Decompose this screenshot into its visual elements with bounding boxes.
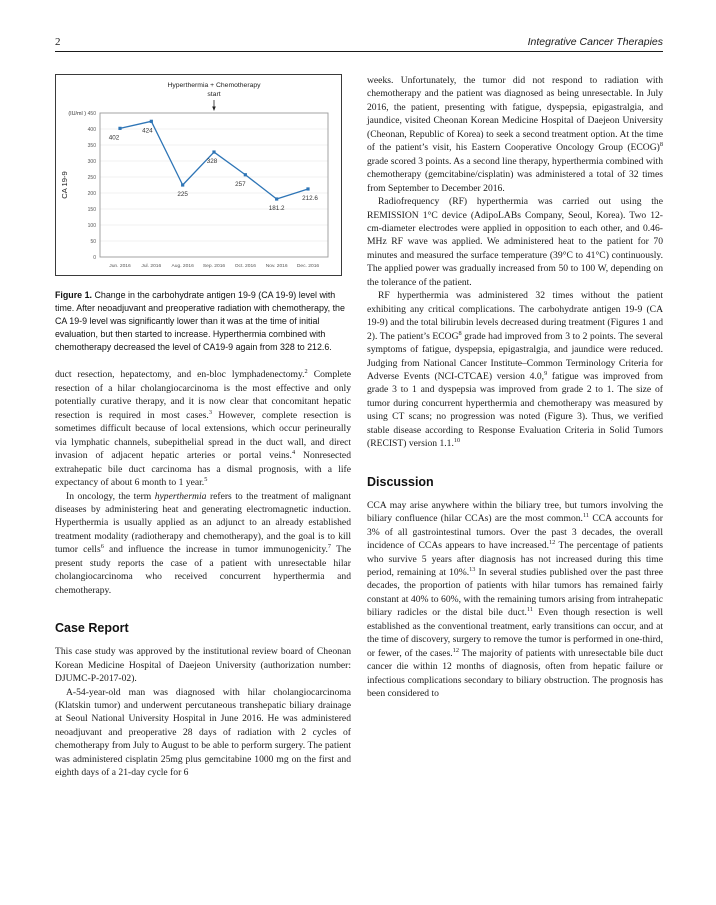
figure-1 (55, 74, 351, 354)
section-heading: Discussion (367, 474, 434, 489)
svg-text:CA 19-9: CA 19-9 (60, 171, 69, 199)
svg-text:424: 424 (142, 127, 153, 135)
svg-text:257: 257 (235, 180, 246, 188)
chart-canvas (56, 75, 341, 275)
paragraph: A-54-year-old man was diagnosed with hilar cholangiocarcinoma (Klatskin tumor) and underwent percutaneous transhepatic biliary drainage at Seoul National University Hospital in June 2016. He was administered neoadjuvant and preoperative 28 days of radiation with 2 cycles of chemotherapy from July to August to be able to perform surgery. The patient was administered cisplatin 25mg plus gemcitabine 1000 mg on the first and eighth days of a 21-day cycle for 6 (55, 686, 351, 779)
paragraph: In oncology, the term hyperthermia refers to the treatment of malignant diseases by administering heat and generating electromagnetic induction. Hyperthermia is usually applied as an adjunct to an already established treatment modality (radiotherapy and chemotherapy), and the goal is to kill tumor cells$^6$ and influence the increase in tumor immunogenicity.$^7$ The present study reports the case of a patient with unresectable hilar cholangiocarcinoma who received concurrent hyperthermia and chemotherapy. (55, 490, 351, 596)
svg-text:200: 200 (87, 190, 96, 197)
svg-text:300: 300 (87, 158, 96, 165)
svg-text:Dec. 2016: Dec. 2016 (296, 264, 320, 269)
svg-text:328: 328 (206, 158, 218, 166)
svg-text:100: 100 (87, 222, 96, 229)
paragraph: RF hyperthermia was administered 32 times without the patient exhibiting any critical complications. The carbohydrate antigen 19-9 (CA 19-9) and the total bilirubin levels decreased during treatment (Figures 1 and 2). The patient’s ECOG$^8$ grade had improved from 3 to 2 points. The several symptoms of fatigue, dyspepsia, epigastralgia, and jaundice were reduced. Judging from National Cancer Institute–Common Terminology Criteria for Adverse Events (NCI-CTCAE) version 4.0,$^9$ fatigue was improved from grade 3 to 1 and dyspepsia was improved from grade 2 to 1. The size of tumor during concurrent hyperthermia and chemotherapy was measured by using CT scans; no progression was noted (Figure 3). Thus, we verified stable disease according to Response Evaluation Criteria in Solid Tumors (RECIST) version 1.1.10 (367, 290, 663, 450)
page-number: 2 (55, 36, 61, 48)
svg-text:181.2: 181.2 (268, 205, 285, 213)
svg-text:Nov. 2016: Nov. 2016 (265, 264, 288, 269)
ca19-9-line-chart (55, 74, 342, 276)
svg-text:start: start (207, 91, 221, 98)
paragraph: This case study was approved by the institutional review board of Cheonan Korean Medicine Hospital of Daejeon University (authorization number: DJUMC-P-2017-02). (55, 646, 351, 685)
left-column-text (55, 368, 351, 779)
paragraph: duct resection, hepatectomy, and en-bloc lymphadenectomy.$^2$ Complete resection of a hilar cholangiocarcinoma is the most effective and only potentially curative therapy, and it is now clear that concomitant hepatic resection is required in most cases.$^3$ However, complete resection is sometimes difficult because of local extensions, which occur perineurally via lymphatic channels, subepithelial spread in the duct wall, and direct invasion of adjacent hepatic arteries or portal veins.$^4$ Nonresected extrahepatic bile duct carcinoma has a dismal prognosis, with a life expectancy of about 6 month to 1 year.$^5$ (55, 368, 351, 489)
two-column-body (55, 74, 663, 780)
svg-text:Hyperthermia + Chemotherapy: Hyperthermia + Chemotherapy (167, 82, 261, 89)
paragraph: Radiofrequency (RF) hyperthermia was carried out using the REMISSION 1°C device (AdipoLABs Company, Seoul, Korea). Two 12-cm-diameter electrodes were applied in opposition to each other, and 0.46-MHz RF wave was applied. We administered heat to the patient for 70 minutes and measured the surface temperature (39°C to 41°C) continuously. The applied power was gradually increased from 50 to 100 W, depending on the tolerance of the patient. (367, 196, 663, 288)
svg-text:402: 402 (108, 134, 120, 142)
svg-text:Jul. 2016: Jul. 2016 (141, 264, 162, 269)
svg-text:350: 350 (87, 142, 96, 149)
svg-text:225: 225 (177, 191, 188, 198)
svg-text:400: 400 (87, 126, 96, 133)
paragraph: CCA may arise anywhere within the biliary tree, but tumors involving the biliary confluence (hilar CCAs) are the most common.$^{11}$ CCA accounts for 3% of all gastrointestinal tumors. Over the past 3 decades, the overall incidence of CCAs appears to have increased.$^{12}$ The percentage of patients who survive 5 years after diagnosis has not increased during this time period, remaining at 10%.$^{13}$ In several studies published over the past three decades, the proportion of patients with hilar tumors has remained fairly constant at 40% to 60%, with the remaining tumors arising from intrahepatic biliary radicles or the distal bile duct.$^{11}$ Even though resection is well established as the conventional treatment, early transitions can occur, and at the time of discovery, surgery to remove the tumor is performed in one-third, or fewer, of the cases.$^{12}$ The majority of patients with unresectable bile duct cancer die within 12 months of diagnosis, often from hepatic failure or infectious complications secondary to biliary obstruction. The prognosis has been considered to (367, 499, 664, 700)
figure-1-caption (55, 289, 351, 354)
right-column (367, 74, 663, 780)
svg-text:(IU/ml ): (IU/ml ) (68, 111, 86, 117)
svg-text:0: 0 (93, 254, 96, 261)
svg-text:Oct. 2016: Oct. 2016 (234, 264, 256, 269)
svg-text:150: 150 (87, 206, 96, 213)
section-heading: Case Report (55, 621, 129, 636)
left-column (55, 74, 351, 780)
svg-text:Sep. 2016: Sep. 2016 (202, 264, 226, 269)
svg-text:250: 250 (87, 174, 96, 181)
svg-text:212.6: 212.6 (302, 194, 318, 202)
svg-text:Jun. 2016: Jun. 2016 (109, 264, 131, 269)
svg-text:450: 450 (87, 110, 96, 117)
figure-caption-text: Change in the carbohydrate antigen 19-9 (CA 19-9) level with time. After neoadjuvant and preoperative radiation with chemotherapy, the CA 19-9 level was significantly lower than it was at the time of initial evaluation, but then started to increase. Hyperthermia combined with chemotherapy decreased the level of CA19-9 again from 328 to 212.6. (55, 290, 345, 353)
figure-caption-label: Figure 1. (55, 290, 92, 300)
svg-text:50: 50 (90, 238, 96, 245)
paragraph: weeks. Unfortunately, the tumor did not respond to radiation with chemotherapy and the patient was diagnosed as being unresectable. In July 2016, the patient, presenting with fatigue, dyspepsia, epigastralgia, and jaundice, visited Cheonan Korean Medicine Hospital of Daejeon University (Cheonan, Republic of Korea) to seek a second treatment option. At the time of the patient’s visit, his Eastern Cooperative Oncology Group (ECOG)$^8$ grade scored 3 points. As a second line therapy, hyperthermia combined with chemotherapy (gemcitabine/cisplatin) was administered a total of 32 times from September to December 2016. (367, 75, 663, 194)
svg-text:Aug. 2016: Aug. 2016 (171, 264, 194, 269)
journal-title: Integrative Cancer Therapies (527, 36, 663, 48)
running-header (55, 36, 663, 52)
